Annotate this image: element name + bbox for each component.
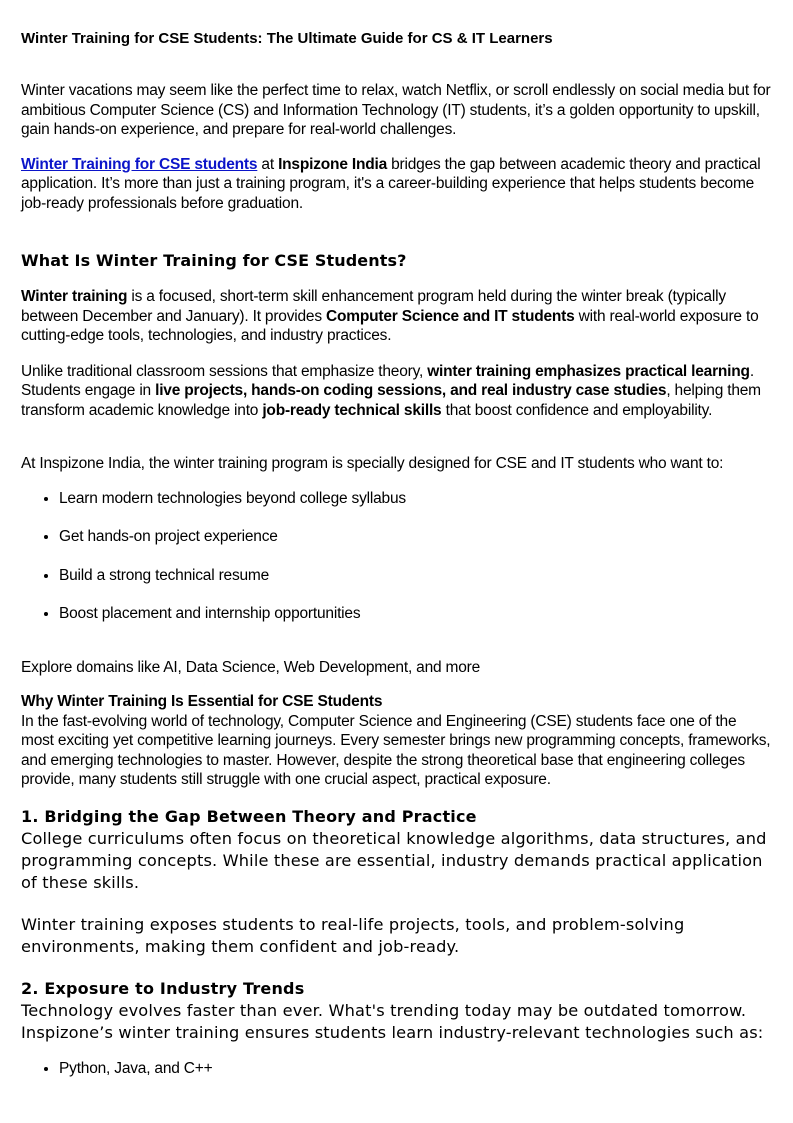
- winter-training-link[interactable]: Winter Training for CSE students: [21, 155, 258, 173]
- why-paragraph: In the fast-evolving world of technology, Computer Science and Engineering (CSE) students face one of the most exciting yet competitive learning journeys. Every semester brings new programming concepts, frameworks, and emerging technologies to master. However, despite the strong theoretical base that engineering colleges provide, many students still struggle with one crucial aspect, practical exposure.: [21, 712, 771, 788]
- section-heading-what-is: What Is Winter Training for CSE Students?: [21, 251, 407, 270]
- benefits-list: [21, 489, 773, 624]
- section1-paragraph-3: At Inspizone India, the winter training program is specially designed for CSE and IT students who want to:: [21, 455, 724, 472]
- section1-paragraph-1: Winter training is a focused, short-term skill enhancement program held during the winter break (typically between December and January). It provides Computer Science and IT students with real-world exposure to cutting-edge tools, technologies, and industry practices.: [21, 288, 759, 344]
- technologies-list: [21, 1059, 773, 1079]
- list-item: • Learn modern technologies beyond college syllabus: [59, 489, 773, 509]
- point1-paragraph-2: Winter training exposes students to real-life projects, tools, and problem-solving environments, making them confident and job-ready.: [21, 914, 685, 956]
- point2-paragraph-1: Technology evolves faster than ever. What's trending today may be outdated tomorrow. Inspizone’s winter training ensures students learn industry-relevant technologies such as:: [21, 1000, 764, 1042]
- intro-paragraph-2: Winter Training for CSE students at Inspizone India bridges the gap between academic theory and practical application. It’s more than just a training program, it's a career-building experience that helps students become job-ready professionals before graduation.: [21, 155, 761, 212]
- why-heading: Why Winter Training Is Essential for CSE Students: [21, 693, 383, 710]
- point1-heading: 1. Bridging the Gap Between Theory and Practice: [21, 806, 477, 826]
- document-page: [21, 29, 773, 1078]
- intro-paragraph: Winter vacations may seem like the perfect time to relax, watch Netflix, or scroll endlessly on social media but for ambitious Computer Science (CS) and Information Technology (IT) students, it’s a golden opportunity to upskill, gain hands-on experience, and prepare for real-world challenges.: [21, 82, 771, 138]
- section1-paragraph-2: Unlike traditional classroom sessions that emphasize theory, winter training emphasizes practical learning. Students engage in live projects, hands-on coding sessions, and real industry case studies, helping them transform academic knowledge into job-ready technical skills that boost confidence and employability.: [21, 362, 761, 419]
- document-title: Winter Training for CSE Students: The Ultimate Guide for CS & IT Learners: [21, 30, 553, 47]
- list-item: • Python, Java, and C++: [59, 1059, 773, 1079]
- point2-heading: 2. Exposure to Industry Trends: [21, 978, 305, 998]
- list-item: • Boost placement and internship opportunities: [59, 604, 773, 624]
- list-item: • Get hands-on project experience: [59, 527, 773, 547]
- list-item: • Build a strong technical resume: [59, 566, 773, 586]
- section1-paragraph-4: Explore domains like AI, Data Science, Web Development, and more: [21, 658, 481, 676]
- inspizone-india-bold: Inspizone India: [278, 155, 388, 173]
- point1-paragraph-1: College curriculums often focus on theoretical knowledge algorithms, data structures, and programming concepts. While these are essential, industry demands practical application of these skills.: [21, 828, 767, 892]
